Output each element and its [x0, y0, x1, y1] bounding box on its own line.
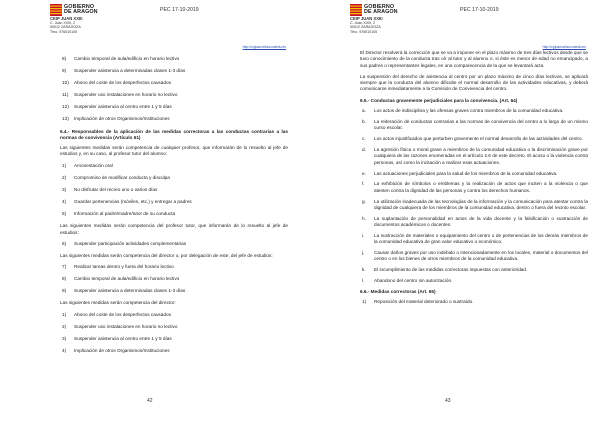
page-header — [50, 4, 290, 49]
list-item: 9) Suspender asistencia a determinadas clases 1-3 días — [62, 288, 186, 294]
page-number: 43 — [445, 398, 451, 404]
page-number: 42 — [147, 398, 153, 404]
list-item: 9) Suspender asistencia a determinadas clases 1-3 días — [62, 68, 186, 74]
list-item: 4) Implicación de otros Organismos/Instituciones — [62, 348, 170, 354]
paragraph: Las siguientes medidas serán competencia del director: — [60, 300, 176, 306]
section-heading-6-6: 6.6.- Medidas correctoras (Art. 65) — [360, 289, 436, 295]
list-item: c. Los actos injustificados que perturben gravemente el normal desarrollo de las actividades del centro. — [362, 136, 583, 142]
list-item: g. La utilización inadecuada de las tecnologías de la información y la comunicación para atentar contra la dignidad de cualquiera de los miembros de la comunidad educativa, dentro o fuera del recinto escolar. — [362, 198, 588, 210]
page-header — [350, 4, 590, 49]
list-item: 4) Guardar pertenencias (móviles, etc.) y entregar a padres — [62, 199, 192, 205]
list-item: a. Los actos de indisciplina y las ofensas graves contra miembros de la comunidad educativa. — [362, 108, 564, 114]
logo-line1: GOBIERNO — [364, 4, 395, 10]
aragon-flag-icon — [50, 4, 62, 16]
logo-line2: DE ARAGON — [364, 9, 398, 15]
list-item: k. El incumplimiento de las medidas correctoras impuestas con anterioridad. — [362, 267, 528, 273]
list-item: 7) Realizar tareas dentro y fuera del horario lectivo — [62, 264, 174, 270]
list-item: d. La agresión física o moral grave a miembros de la comunidad educativa o la discriminación grave por cualquiera de las razones enumeradas en el artículo 2.6 de este decreto. El acoso o la violencia contra personas, así como la incitación a realizar esas actuaciones. — [362, 147, 588, 165]
section-heading-6-5: 6.5.- Conductas gravemente perjudiciales para la convivencia. (Art. 64) — [360, 97, 518, 103]
list-item: 1) Abono del coste de los desperfectos causados — [62, 311, 171, 317]
school-link[interactable]: http://cpjuanxxiiiza.catedu.es — [242, 45, 286, 49]
list-item: 8) Cambio temporal de aula/edificio en horario lectivo — [62, 276, 180, 282]
school-city: 50012 ZARAGOZA — [50, 25, 81, 30]
school-name: CEIP JUAN XXIII — [50, 16, 83, 21]
paragraph: El Director resolverá la corrección que se va a imponer en el plazo máximo de tres días lectivos desde que se tuvo conocimiento de la conducta tras oír al tutor y al alumno o, si éste es menor de edad no emancipado, a sus padres o representantes legales, en una comparecencia de la que se levantará acta. — [360, 50, 588, 68]
list-item: 5) Información al padre/madre/tutor de su conducta — [62, 211, 176, 217]
pec-date: PEC 17-10-2019 — [160, 7, 199, 13]
left-body — [60, 56, 288, 360]
pec-date: PEC 17-10-2019 — [460, 7, 499, 13]
list-item: 8) Cambio temporal de aula/edificio en horario lectivo — [62, 56, 180, 61]
school-link[interactable]: http://cpjuanxxiiiza.catedu.es — [542, 45, 586, 49]
school-street: C. Juan XXIII, 2 — [50, 21, 76, 26]
list-item: 11) Suspender uso instalaciones en horario no lectivo — [62, 92, 178, 98]
list-item: 3) Suspender asistencia al centro entre 1 y 5 días — [62, 335, 172, 341]
list-item: j. Causar daños graves por uso indebido o intencionadamente en los locales, material o documentos del centro o en los bienes de otros miembros de la comunidad educativa. — [362, 250, 588, 262]
list-item: 12) Suspender asistencia al centro entre 1 y 5 días — [62, 104, 172, 110]
list-item: 2) Suspender uso instalaciones en horario no lectivo — [62, 323, 178, 329]
school-phone: Tfno. 976510105 — [350, 29, 378, 34]
list-item: 10) Abono del coste de los desperfectos causados — [62, 80, 171, 86]
school-name: CEIP JUAN XXIII — [350, 16, 383, 21]
school-address — [350, 17, 383, 34]
list-item: 6) Suspender participación actividades complementarias — [62, 240, 187, 246]
list-item: f. La exhibición de símbolos o emblemas y la realización de actos que inciten a la violencia o que atenten contra la dignidad de las personas y contra los derechos humanos. — [362, 181, 588, 193]
aragon-flag-icon — [350, 4, 362, 16]
list-item: i. La sustracción de materiales o equipamiento del centro o de pertenencias de los demás miembros de la comunidad educativa de gran valor educativo o económico. — [362, 232, 588, 245]
list-item: 13) Implicación de otros Organismos/Instituciones — [62, 116, 170, 122]
logo-line1: GOBIERNO — [64, 4, 95, 10]
page-right — [300, 0, 600, 424]
paragraph: Las siguientes medidas serán competencia del profesor tutor, que informarán de lo resuelto al jefe de estudios: — [60, 223, 288, 235]
school-phone: Tfno. 976510105 — [50, 29, 78, 34]
list-item: 1) Reposición del material deteriorado o sustraído. — [362, 299, 474, 305]
paragraph: La suspensión del derecho de asistencia al centro por un plazo máximo de cinco días lectivos, se aplicará siempre que la conducta del alumno dificulte el normal desarrollo de las actividades educativas, y deberá comunicarse inmediatamente a la Comisión de Convivencia del centro. — [360, 73, 588, 92]
list-item: 1) Amonestación oral — [62, 162, 113, 168]
list-item: l. Abandono del centro sin autorización. — [362, 278, 453, 284]
section-heading-6-4: 6.4.- Responsables de la aplicación de las medidas correctoras a las conductas contrarias a las normas de convivencia (Artículo 61) — [60, 128, 288, 140]
list-item: h. La suplantación de personalidad en actos de la vida docente y la falsificación o sustracción de documentos académicos o docentes. — [362, 215, 588, 228]
school-city: 50012 ZARAGOZA — [350, 25, 381, 30]
list-item: 3) No disfrutar del recreo uno o varios días — [62, 186, 158, 192]
school-street: C. Juan XXIII, 2 — [350, 21, 376, 26]
paragraph: Las siguientes medidas serán competencia del director o, por delegación de este, del jefe de estudios: — [60, 252, 273, 258]
right-body — [360, 50, 588, 312]
paragraph: Las siguientes medidas serán competencia de cualquier profesor, que informarán de lo resuelto al jefe de estudios y, en su caso, al profesor tutor del alumno: — [60, 145, 288, 157]
list-item: b. La reiteración de conductas contrarias a las normas de convivencia del centro a lo largo de un mismo curso escolar. — [362, 118, 588, 131]
logo-line2: DE ARAGON — [64, 9, 98, 15]
list-item: e. Las actuaciones perjudiciales para la salud de los miembros de la comunidad educativa. — [362, 170, 558, 176]
school-address — [50, 17, 83, 34]
list-item: 2) Compromiso de modificar conducta y disculpa — [62, 174, 170, 180]
